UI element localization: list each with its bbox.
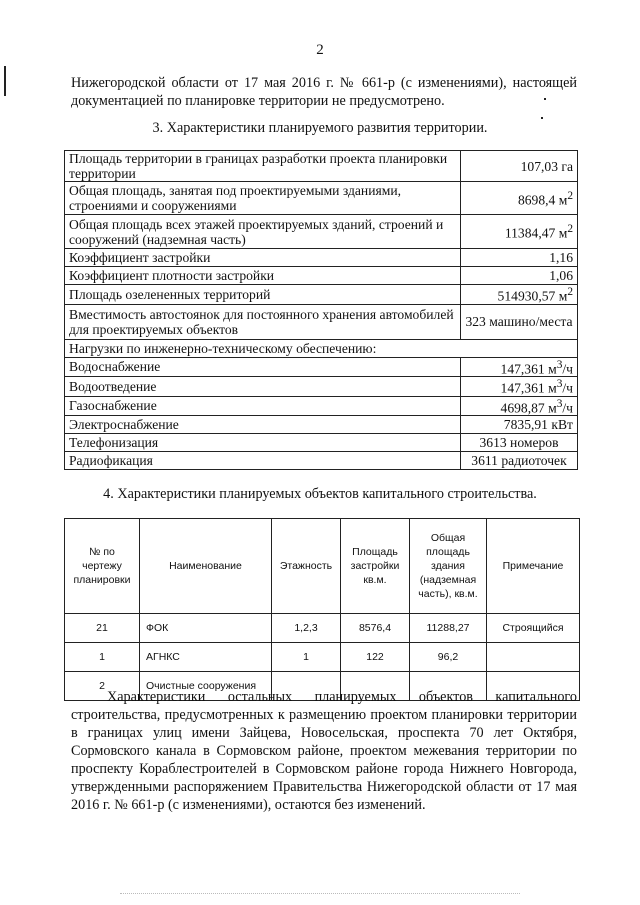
development-characteristics-table (64, 150, 578, 470)
row-label: Радиофикация (65, 452, 461, 470)
row-label: Коэффициент застройки (65, 249, 461, 267)
loads-header: Нагрузки по инженерно-техническому обеспечению: (65, 339, 578, 357)
row-value: 323 машино/места (461, 304, 578, 339)
section-3-title: 3. Характеристики планируемого развития территории. (152, 120, 488, 136)
row-value: 3611 радиоточек (461, 452, 578, 470)
table-row (65, 182, 578, 215)
cell-total-area: 96,2 (410, 643, 487, 672)
col-header-floors: Этажность (272, 519, 341, 614)
col-header-drawing-number: № по чертежу планировки (65, 519, 140, 614)
col-header-total-area: Общая площадь здания (надземная часть), кв.м. (410, 519, 487, 614)
table-row (65, 643, 580, 672)
row-value: 7835,91 кВт (461, 416, 578, 434)
row-label: Водоснабжение (65, 357, 461, 377)
row-label: Газоснабжение (65, 396, 461, 416)
closing-paragraph: Характеристики остальных планируемых объектов капитального строительства, предусмотренных к размещению проектом планировки территории в границах улиц имени Зайцева, Новосельская, проспекта 70 лет Октября, Сормовского канала в Сормовском районе, проектом межевания территории по проспекту Кораблестроителей в Сормовском районе города Нижнего Новгорода, утвержденными распоряжением Правительства Нижегородской области от 17 мая 2016 г. № 661-р (с изменениями), остаются без изменений. (71, 689, 577, 813)
cell-floors: 1,2,3 (272, 614, 341, 643)
cell-number: 21 (65, 614, 140, 643)
table-header-row (65, 519, 580, 614)
cell-name: ФОК (140, 614, 272, 643)
row-label: Общая площадь, занятая под проектируемыми зданиями, строениями и сооружениями (65, 182, 461, 215)
col-header-note: Примечание (487, 519, 580, 614)
table-row (65, 249, 578, 267)
row-label: Коэффициент плотности застройки (65, 267, 461, 285)
row-value: 4698,87 $м^3/ч$ (461, 396, 578, 416)
row-value: 11384,47 $м^2$ (461, 215, 578, 249)
row-value: 107,03 га (461, 151, 578, 182)
row-value: 8698,4 $м^2$ (461, 182, 578, 215)
section-4-title: 4. Характеристики планируемых объектов капитального строительства. (103, 486, 537, 502)
cell-note (487, 643, 580, 672)
table-row (65, 151, 578, 182)
cell-number: 1 (65, 643, 140, 672)
table-row (65, 285, 578, 305)
cell-note: Строящийся (487, 614, 580, 643)
cell-number: 2 (65, 672, 140, 701)
table-row (65, 377, 578, 397)
row-value: 147,361 $м^3/ч$ (461, 357, 578, 377)
cell-floors: 1 (272, 643, 341, 672)
table-row (65, 452, 578, 470)
table-row (65, 614, 580, 643)
scan-dot (541, 117, 543, 119)
row-label: Общая площадь всех этажей проектируемых зданий, строений и сооружений (надземная часть) (65, 215, 461, 249)
table-row (65, 434, 578, 452)
row-label: Электроснабжение (65, 416, 461, 434)
cell-name: АГНКС (140, 643, 272, 672)
table-row (65, 267, 578, 285)
row-label: Телефонизация (65, 434, 461, 452)
col-header-building-area: Площадь застройки кв.м. (341, 519, 410, 614)
cell-building-area: 8576,4 (341, 614, 410, 643)
row-label: Водоотведение (65, 377, 461, 397)
row-value: 147,361 $м^3/ч$ (461, 377, 578, 397)
col-header-name: Наименование (140, 519, 272, 614)
row-value: 3613 номеров (461, 434, 578, 452)
table-row (65, 416, 578, 434)
cell-total-area: 11288,27 (410, 614, 487, 643)
scan-margin-mark (4, 66, 6, 96)
row-label: Площадь территории в границах разработки проекта планировки территории (65, 151, 461, 182)
table-row (65, 215, 578, 249)
cell-building-area: 122 (341, 643, 410, 672)
cell-name: Очистные сооружения (140, 672, 272, 701)
scan-bottom-edge (120, 893, 520, 894)
row-label: Вместимость автостоянок для постоянного хранения автомобилей для проектируемых объектов (65, 304, 461, 339)
page-number: 2 (316, 42, 324, 58)
row-label: Площадь озелененных территорий (65, 285, 461, 305)
table-row (65, 339, 578, 357)
row-value: 514930,57 $м^2$ (461, 285, 578, 305)
table-row (65, 304, 578, 339)
table-row (65, 396, 578, 416)
capital-objects-table (64, 518, 580, 701)
row-value: 1,06 (461, 267, 578, 285)
intro-paragraph: Нижегородской области от 17 мая 2016 г. № 661-р (с изменениями), настоящей документацией по планировке территории не предусмотрено. (71, 75, 577, 109)
row-value: 1,16 (461, 249, 578, 267)
table-row (65, 357, 578, 377)
